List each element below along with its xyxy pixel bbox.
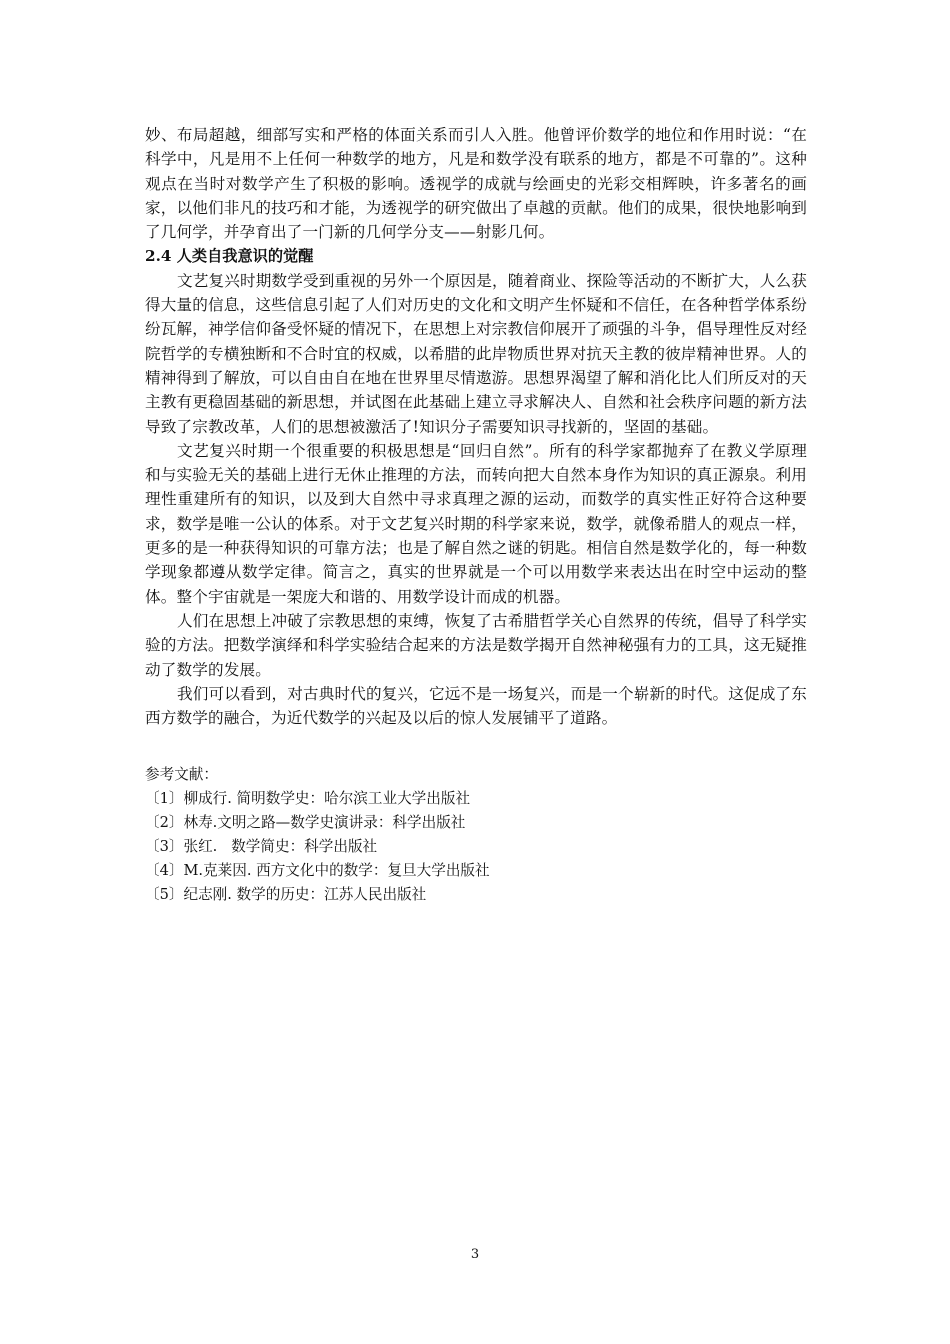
section-paragraph-1: 文艺复兴时期数学受到重视的另外一个原因是，随着商业、探险等活动的不断扩大，人么获得大量的信息，这些信息引起了人们对历史的文化和文明产生怀疑和不信任，在各种哲学体系纷纷瓦解，神学信仰备受怀疑的情况下，在思想上对宗教信仰展开了顽强的斗争，倡导理性反对经院哲学的专横独断和不合时宜的权威，以希腊的此岸物质世界对抗天主教的彼岸精神世界。人的精神得到了解放，可以自由自在地在世界里尽情遨游。思想界渴望了解和消化比人们所反对的天主教有更稳固基础的新思想，并试图在此基础上建立寻求解决人、自然和社会秩序问题的新方法导致了宗教改革，人们的思想被激活了!知识分子需要知识寻找新的，坚固的基础。 bbox=[145, 271, 807, 436]
reference-item-4: 〔4〕M.克莱因. 西方文化中的数学：复旦大学出版社 bbox=[145, 862, 490, 880]
references-title: 参考文献： bbox=[145, 766, 218, 784]
references-list bbox=[145, 787, 807, 907]
section-paragraph-3: 人们在思想上冲破了宗教思想的束缚，恢复了古希腊哲学关心自然界的传统，倡导了科学实验的方法。把数学演绎和科学实验结合起来的方法是数学揭开自然神秘强有力的工具，这无疑推动了数学的发展。 bbox=[145, 611, 807, 679]
reference-item-1: 〔1〕柳成行. 简明数学史：哈尔滨工业大学出版社 bbox=[145, 790, 471, 808]
reference-item-3: 〔3〕张红. 数学简史：科学出版社 bbox=[145, 838, 378, 856]
section-heading: 2.4 人类自我意识的觉醒 bbox=[145, 247, 314, 266]
page-content bbox=[145, 123, 807, 907]
reference-item-5: 〔5〕纪志刚. 数学的历史：江苏人民出版社 bbox=[145, 885, 427, 903]
intro-paragraph: 妙、布局超越，细部写实和严格的体面关系而引人入胜。他曾评价数学的地位和作用时说：“在科学中，凡是用不上任何一种数学的地方，凡是和数学没有联系的地方，都是不可靠的”。这种观点在当时对数学产生了积极的影响。透视学的成就与绘画史的光彩交相辉映，许多著名的画家，以他们非凡的技巧和才能，为透视学的研究做出了卓越的贡献。他们的成果，很快地影响到了几何学，并孕育出了一门新的几何学分支——射影几何。 bbox=[145, 126, 807, 242]
section-paragraph-4: 我们可以看到，对古典时代的复兴，它远不是一场复兴，而是一个崭新的时代。这促成了东西方数学的融合，为近代数学的兴起及以后的惊人发展铺平了道路。 bbox=[145, 684, 807, 728]
page-number: 3 bbox=[470, 1247, 480, 1262]
section-paragraph-2: 文艺复兴时期一个很重要的积极思想是“回归自然”。所有的科学家都抛弃了在教义学原理和与实验无关的基础上进行无休止推理的方法，而转向把大自然本身作为知识的真正源泉。利用理性重建所有的知识，以及到大自然中寻求真理之源的运动，而数学的真实性正好符合这种要求，数学是唯一公认的体系。对于文艺复兴时期的科学家来说，数学，就像希腊人的观点一样，更多的是一种获得知识的可靠方法；也是了解自然之谜的钥匙。相信自然是数学化的，每一种数学现象都遵从数学定律。简言之，真实的世界就是一个可以用数学来表达出在时空中运动的整体。整个宇宙就是一架庞大和谐的、用数学设计而成的机器。 bbox=[145, 441, 807, 606]
references-section bbox=[145, 763, 807, 906]
reference-item-2: 〔2〕林寿.文明之路—数学史演讲录：科学出版社 bbox=[145, 814, 466, 832]
